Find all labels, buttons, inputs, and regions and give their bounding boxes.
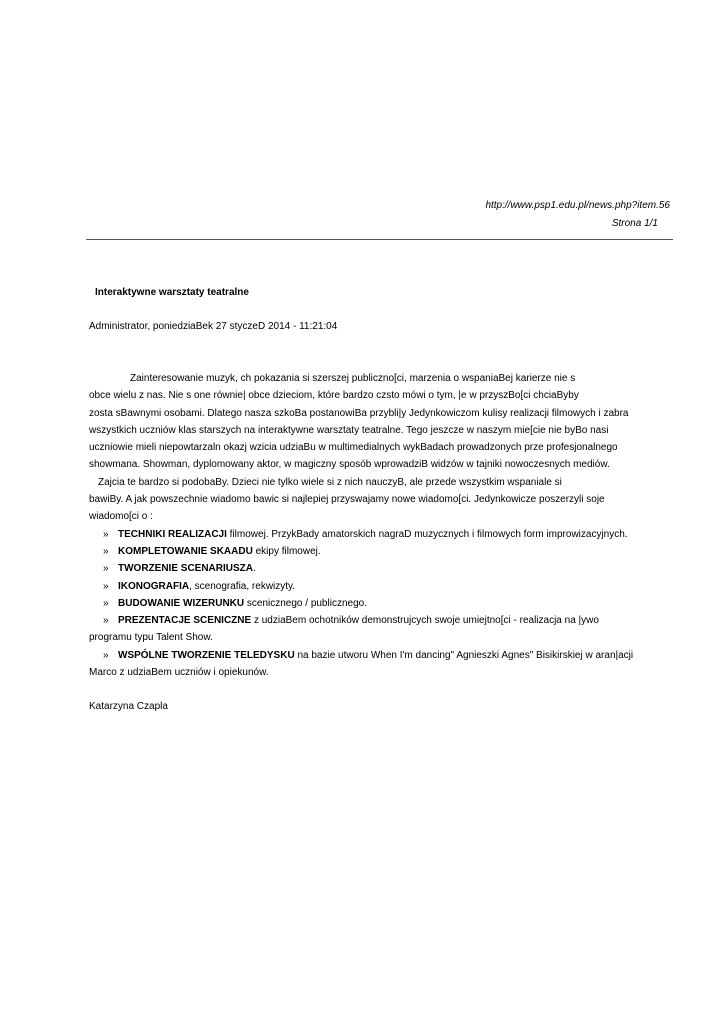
list-item-heading: PREZENTACJE SCENICZNE	[118, 615, 252, 627]
paragraph-line: wszystkich uczniów klas starszych na interaktywne warsztaty teatralne. Tego jeszcze w naszym mie[cie nie byBo nasi	[89, 424, 609, 436]
paragraph-line: obce wielu z nas. Nie s one równie| obce dzieciom, które bardzo czsto mówi o tym, |e w przyszBo[ci chciaByby	[89, 390, 579, 402]
list-item-text: .	[253, 563, 256, 575]
list-item-text: scenicznego / publicznego.	[244, 597, 367, 609]
list-item-text: na bazie utworu When I'm dancing" Agnieszki Agnes" Bisikirskiej w aran|acji	[294, 649, 634, 661]
list-item-heading: BUDOWANIE WIZERUNKU	[118, 597, 245, 609]
header-divider	[86, 239, 673, 240]
list-item	[89, 526, 659, 543]
article-signature: Katarzyna Czapla	[89, 701, 168, 712]
bullet-icon: »	[103, 649, 109, 661]
bullet-icon: »	[103, 615, 109, 627]
paragraph-line: wiadomo[ci o :	[89, 511, 153, 523]
paragraph-line: Zainteresowanie muzyk, ch pokazania si szerszej publiczno[ci, marzenia o wspaniaBej karierze nie s	[130, 373, 576, 384]
list-item	[89, 560, 659, 577]
bullet-icon: »	[103, 528, 109, 540]
paragraph-line: uczniowie mieli niepowtarzaln okazj wzicia udziaBu w multimedialnych wykBadach prowadzonych prze profesjonalnego	[89, 442, 618, 454]
list-item-text: z udziaBem ochotników demonstrujcych swoje umiejtno[ci - realizacja na |ywo	[251, 615, 599, 627]
article-body	[89, 370, 659, 681]
list-item-heading: IKONOGRAFIA	[118, 580, 190, 592]
list-item	[89, 543, 659, 560]
bullet-icon: »	[103, 545, 109, 557]
bullet-icon: »	[103, 597, 109, 609]
list-item-heading: WSPÓLNE TWORZENIE TELEDYSKU	[118, 649, 295, 661]
list-item-text: ekipy filmowej.	[252, 545, 321, 557]
page-url: http://www.psp1.edu.pl/news.php?item.56	[485, 200, 670, 211]
paragraph-line: Zajcia te bardzo si podobaBy. Dzieci nie tylko wiele si z nich nauczyB, ale przede wszystkim wspaniale si	[98, 476, 562, 488]
list-item	[89, 612, 659, 629]
list-item-heading: TWORZENIE SCENARIUSZA	[118, 563, 253, 575]
list-item	[89, 578, 659, 595]
list-item	[89, 595, 659, 612]
list-item-continuation: Marco z udziaBem uczniów i opiekunów.	[89, 667, 269, 679]
list-item-text: , scenografia, rekwizyty.	[189, 580, 296, 592]
article-meta: Administrator, poniedziaBek 27 styczeD 2014 - 11:21:04	[89, 321, 338, 332]
article-title: Interaktywne warsztaty teatralne	[95, 287, 249, 298]
list-item-heading: TECHNIKI REALIZACJI	[118, 528, 227, 540]
paragraph-line: bawiBy. A jak powszechnie wiadomo bawic si najlepiej przyswajamy nowe wiadomo[ci. Jedynkowicze poszerzyli soje	[89, 494, 605, 506]
bullet-icon: »	[103, 580, 109, 592]
bullet-icon: »	[103, 563, 109, 575]
list-item-text: filmowej. PrzykBady amatorskich nagraD muzycznych i filmowych form improwizacyjnych.	[226, 528, 628, 540]
list-item	[89, 647, 659, 664]
page-number: Strona 1/1	[611, 218, 658, 229]
list-item-heading: KOMPLETOWANIE SKAADU	[118, 545, 253, 557]
paragraph-line: showmana. Showman, dyplomowany aktor, w magiczny sposób wprowadziB widzów w tajniki nowoczesnych mediów.	[89, 459, 610, 471]
list-item-continuation: programu typu Talent Show.	[89, 632, 213, 644]
paragraph-line: zosta sBawnymi osobami. Dlatego nasza szkoBa postanowiBa przybli|y Jedynkowiczom kulisy realizacji filmowych i zabra	[89, 407, 629, 419]
